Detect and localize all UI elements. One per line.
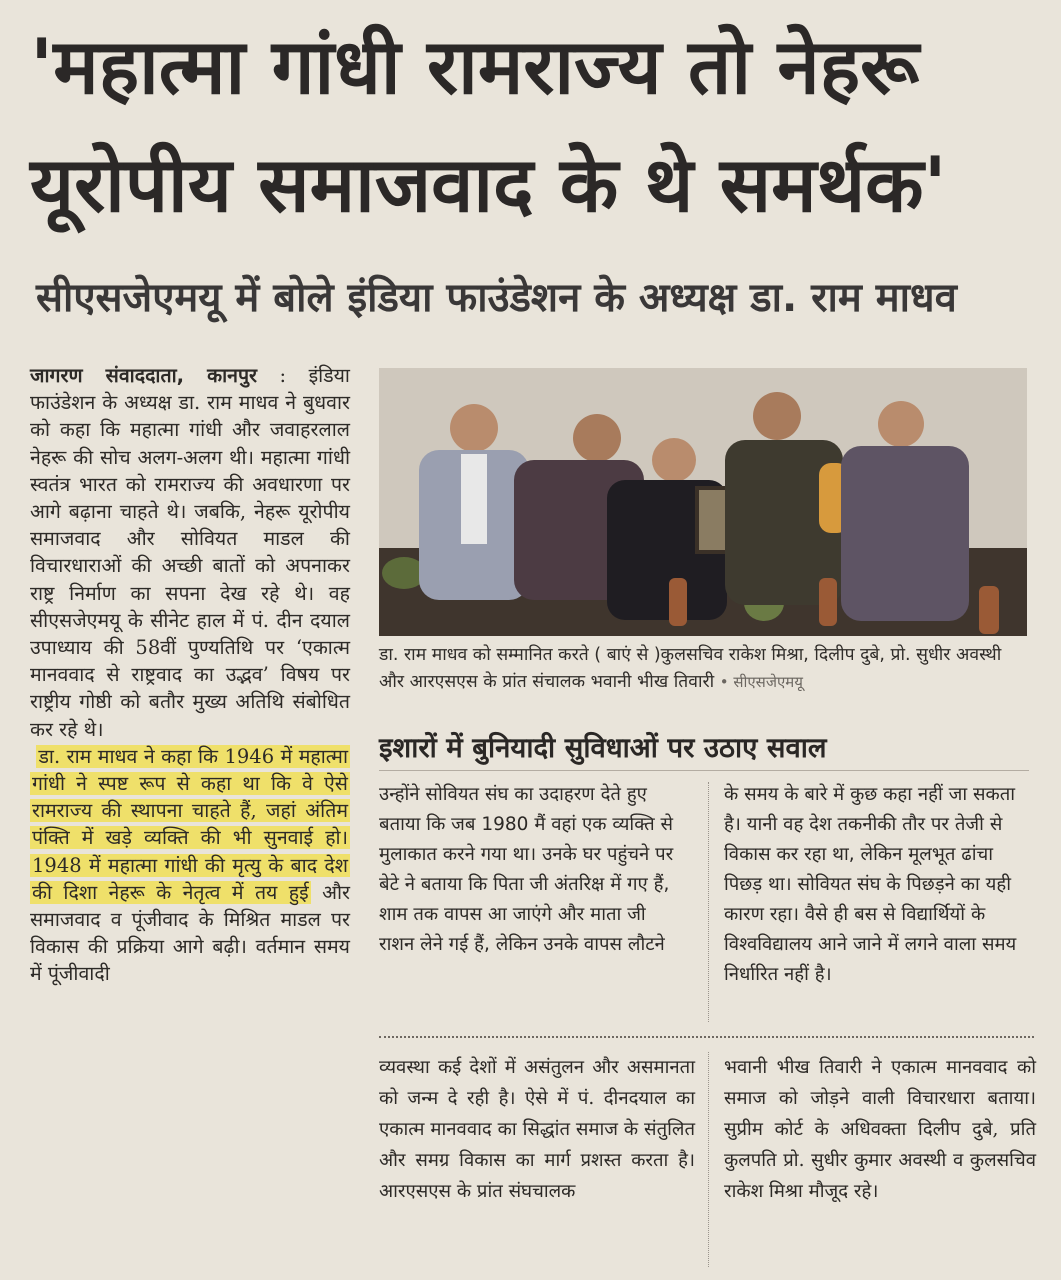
section-column-1: उन्होंने सोवियत संघ का उदाहरण देते हुए बताया कि जब 1980 मैं वहां एक व्यक्ति से मुलाकात करने गया था। उनके घर पहुंचने पर बेटे ने बताया कि पिता जी अंतरिक्ष में गए हैं, शाम तक वापस आ जाएंगे और माता जी राशन लेने गई हैं, लेकिन उनके वापस लौटने	[379, 784, 674, 955]
byline: जागरण संवाददाता, कानपुर	[30, 364, 258, 387]
dotted-divider	[379, 1036, 1034, 1038]
event-photo	[379, 368, 1027, 636]
lead-paragraph-2	[30, 743, 350, 988]
section-heading: इशारों में बुनियादी सुविधाओं पर उठाए सवाल	[379, 732, 827, 764]
headline-line-2: यूरोपीय समाजवाद के थे समर्थक'	[30, 140, 947, 229]
section-column-2: के समय के बारे में कुछ कहा नहीं जा सकता है। यानी वह देश तकनीकी तौर पर तेजी से विकास कर रहा था, लेकिन मूलभूत ढांचा पिछड़ था। सोवियत संघ के पिछड़ने का यही कारण रहा। वैसे ही बस से विद्यार्थियों के विश्वविद्यालय आने जाने में लगने वाला समय निर्धारित नहीं है।	[724, 784, 1017, 985]
headline	[30, 8, 1050, 244]
continuation-column-2: भवानी भीख तिवारी ने एकात्म मानववाद को समाज को जोड़ने वाली विचारधारा बताया। सुप्रीम कोर्ट के अधिवक्ता दिलीप दुबे, प्रति कुलपति प्रो. सुधीर कुमार अवस्थी व कुलसचिव राकेश मिश्रा मौजूद रहे।	[724, 1057, 1036, 1202]
highlighted-quote: डा. राम माधव ने कहा कि 1946 में महात्मा गांधी ने स्पष्ट रूप से कहा था कि वे ऐसे रामराज्य की स्थापना चाहते हैं, जहां अंतिम पंक्ति में खड़े व्यक्ति की भी सुनवाई हो। 1948 में महात्मा गांधी की मृत्यु के बाद देश की दिशा नेहरू के नेतृत्व में तय हुई	[32, 744, 348, 904]
lead-paragraph	[30, 362, 350, 743]
event-photo-illustration	[379, 368, 1027, 636]
photo-caption	[379, 642, 1029, 696]
headline-line-1: 'महात्मा गांधी रामराज्य तो नेहरू	[30, 22, 920, 111]
continuation-column-1: व्यवस्था कई देशों में असंतुलन और असमानता को जन्म दे रही है। ऐसे में पं. दीनदयाल का एकात्म मानववाद का सिद्धांत समाज के संतुलित और समग्र विकास का मार्ग प्रशस्त करता है। आरएसएस के प्रांत संघचालक	[379, 1057, 695, 1202]
photo-credit: • सीएसजेएमयू	[719, 673, 803, 691]
lead-column	[30, 362, 350, 988]
column-divider	[708, 782, 709, 1022]
subheadline: सीएसजेएमयू में बोले इंडिया फाउंडेशन के अध्यक्ष डा. राम माधव	[36, 275, 957, 321]
lead-text: : इंडिया फाउंडेशन के अध्यक्ष डा. राम माधव ने बुधवार को कहा कि महात्मा गांधी और जवाहरलाल नेहरू की सोच अलग-अलग थी। महात्मा गांधी स्वतंत्र भारत को रामराज्य की अवधारणा पर आगे बढ़ाना चाहते थे। जबकि, नेहरू यूरोपीय समाजवाद और सोवियत माडल की विचारधाराओं की अच्छी बातों को अपनाकर राष्ट्र निर्माण का सपना देख रहे थे। वह सीएसजेएमयू के सीनेट हाल में पं. दीन दयाल उपाध्याय की 58वीं पुण्यतिथि पर ‘एकात्म मानववाद से राष्ट्रवाद का उद्भव’ विषय पर राष्ट्रीय गोष्ठी को बतौर मुख्य अतिथि संबोधित कर रहे थे।	[30, 364, 350, 741]
column-divider-2	[708, 1052, 709, 1267]
lead-text-continued: और समाजवाद व पूंजीवाद के मिश्रित माडल पर विकास की प्रक्रिया आगे बढ़ी। वर्तमान समय में पूंजीवादी	[30, 880, 350, 986]
caption-text: डा. राम माधव को सम्मानित करते ( बाएं से )कुलसचिव राकेश मिश्रा, दिलीप दुबे, प्रो. सुधीर अवस्थी और आरएसएस के प्रांत संचालक भवानी भीख तिवारी	[379, 645, 1002, 692]
section-divider	[379, 770, 1029, 771]
